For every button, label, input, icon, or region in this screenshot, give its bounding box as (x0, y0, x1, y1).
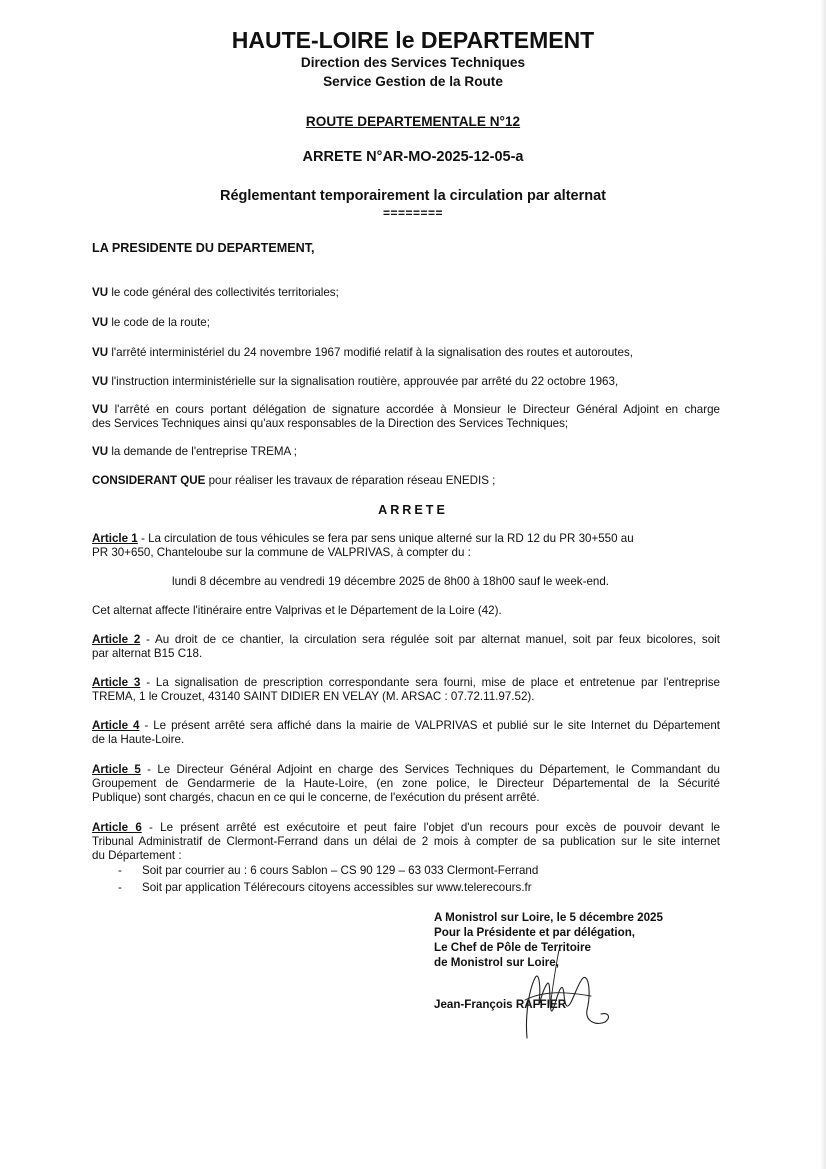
article-6 (92, 821, 720, 863)
arrete-heading: ARRETE (378, 503, 448, 517)
bullet-text: Soit par courrier au : 6 cours Sablon – CS 90 129 – 63 033 Clermont-Ferrand (142, 864, 539, 877)
vu-keyword: VU (92, 316, 109, 329)
bullet-dash: - (118, 864, 122, 877)
vu-clause (92, 375, 618, 389)
considerant-keyword: CONSIDERANT QUE (92, 474, 206, 487)
article-label: Article 6 (92, 821, 142, 834)
article-text: - Le présent arrêté est exécutoire et peut faire l'objet d'un recours pour excès de pouvoir devant le (141, 821, 720, 834)
article-label: Article 3 (92, 676, 141, 689)
article-3 (92, 676, 720, 704)
vu-keyword: VU (92, 445, 109, 458)
authority-line: LA PRESIDENTE DU DEPARTEMENT, (92, 241, 315, 255)
article-text: de la Haute-Loire. (92, 733, 185, 746)
considerant-clause (92, 474, 495, 488)
list-item (118, 881, 532, 895)
handwritten-signature (505, 930, 615, 1050)
sign-role: Le Chef de Pôle de Territoire (434, 941, 591, 954)
vu-keyword: VU (92, 403, 109, 416)
list-item (118, 864, 539, 878)
article-5 (92, 763, 720, 805)
article-text: TREMA, 1 le Crouzet, 43140 SAINT DIDIER EN VELAY (M. ARSAC : 07.72.11.97.52). (92, 690, 535, 703)
sign-place-date: A Monistrol sur Loire, le 5 décembre 2025 (434, 911, 663, 924)
article-text: - Le présent arrêté sera affiché dans la mairie de VALPRIVAS et publié sur le site Internet du Département (139, 719, 720, 732)
vu-clause (92, 346, 633, 360)
separator: ======== (382, 206, 444, 220)
arrete-subject: Réglementant temporairement la circulation par alternat (220, 188, 606, 204)
vu-clause (92, 316, 210, 330)
article-text: - La circulation de tous véhicules se fera par sens unique alterné sur la RD 12 du PR 30+550 au (137, 532, 634, 545)
vu-text: le code de la route; (111, 316, 210, 329)
article-text: par alternat B15 C18. (92, 647, 203, 660)
bullet-dash: - (118, 881, 122, 894)
considerant-text: pour réaliser les travaux de réparation réseau ENEDIS ; (208, 474, 496, 487)
vu-clause (92, 445, 297, 459)
article-label: Article 5 (92, 763, 141, 776)
article-text: Tribunal Administratif de Clermont-Ferrand dans un délai de 2 mois à compter de sa publication sur le site internet (92, 835, 720, 848)
article-1-dates: lundi 8 décembre au vendredi 19 décembre 2025 de 8h00 à 18h00 sauf le week-end. (172, 575, 610, 588)
vu-clause (92, 403, 720, 431)
article-text: PR 30+650, Chanteloube sur la commune de VALPRIVAS, à compter du : (92, 546, 471, 559)
sign-location: de Monistrol sur Loire, (434, 956, 559, 969)
vu-text: le code général des collectivités territoriales; (111, 286, 339, 299)
article-label: Article 1 (92, 532, 138, 545)
scan-edge (820, 0, 826, 1169)
service-line: Service Gestion de la Route (323, 74, 503, 89)
article-label: Article 4 (92, 719, 140, 732)
article-text: - Au droit de ce chantier, la circulation sera régulée soit par alternat manuel, soit par feux bicolores, soit (140, 633, 720, 646)
department-title: HAUTE-LOIRE le DEPARTEMENT (231, 27, 595, 53)
article-text: Publique) sont chargés, chacun en ce qui le concerne, de l'exécution du présent arrêté. (92, 791, 540, 804)
article-label: Article 2 (92, 633, 141, 646)
vu-text: l'arrêté interministériel du 24 novembre 1967 modifié relatif à la signalisation des routes et autoroutes, (111, 346, 633, 359)
vu-text: des Services Techniques ainsi qu'aux responsables de la Direction des Services Techniques; (92, 417, 569, 430)
article-text: du Département : (92, 849, 182, 862)
route-heading: ROUTE DEPARTEMENTALE N°12 (305, 114, 521, 129)
article-text: - Le Directeur Général Adjoint en charge des Services Techniques du Département, le Commandant du (140, 763, 720, 776)
vu-text: l'instruction interministérielle sur la signalisation routière, approuvée par arrêté du 22 octobre 1963, (111, 375, 619, 388)
arrete-number: ARRETE N°AR-MO-2025-12-05-a (302, 149, 524, 165)
sign-delegation: Pour la Présidente et par délégation, (434, 926, 636, 939)
vu-text: la demande de l'entreprise TREMA ; (111, 445, 298, 458)
vu-keyword: VU (92, 346, 109, 359)
article-4 (92, 719, 720, 747)
article-1 (92, 532, 720, 560)
vu-keyword: VU (92, 286, 109, 299)
vu-text: l'arrêté en cours portant délégation de signature accordée à Monsieur le Directeur Général Adjoint en charge (114, 403, 720, 416)
article-text: Groupement de Gendarmerie de la Haute-Loire, (en zone police, le Directeur Départemental de la Sécurité (92, 777, 720, 790)
vu-clause (92, 286, 339, 300)
article-2 (92, 633, 720, 661)
article-1-note: Cet alternat affecte l'itinéraire entre Valprivas et le Département de la Loire (42). (92, 604, 502, 617)
direction-line: Direction des Services Techniques (300, 55, 526, 70)
bullet-text: Soit par application Télérecours citoyens accessibles sur www.telerecours.fr (142, 881, 532, 894)
article-text: - La signalisation de prescription correspondante sera fourni, mise de place et entretenue par l'entreprise (140, 676, 720, 689)
signatory-name: Jean-François RAFFIER (434, 998, 567, 1011)
vu-keyword: VU (92, 375, 109, 388)
